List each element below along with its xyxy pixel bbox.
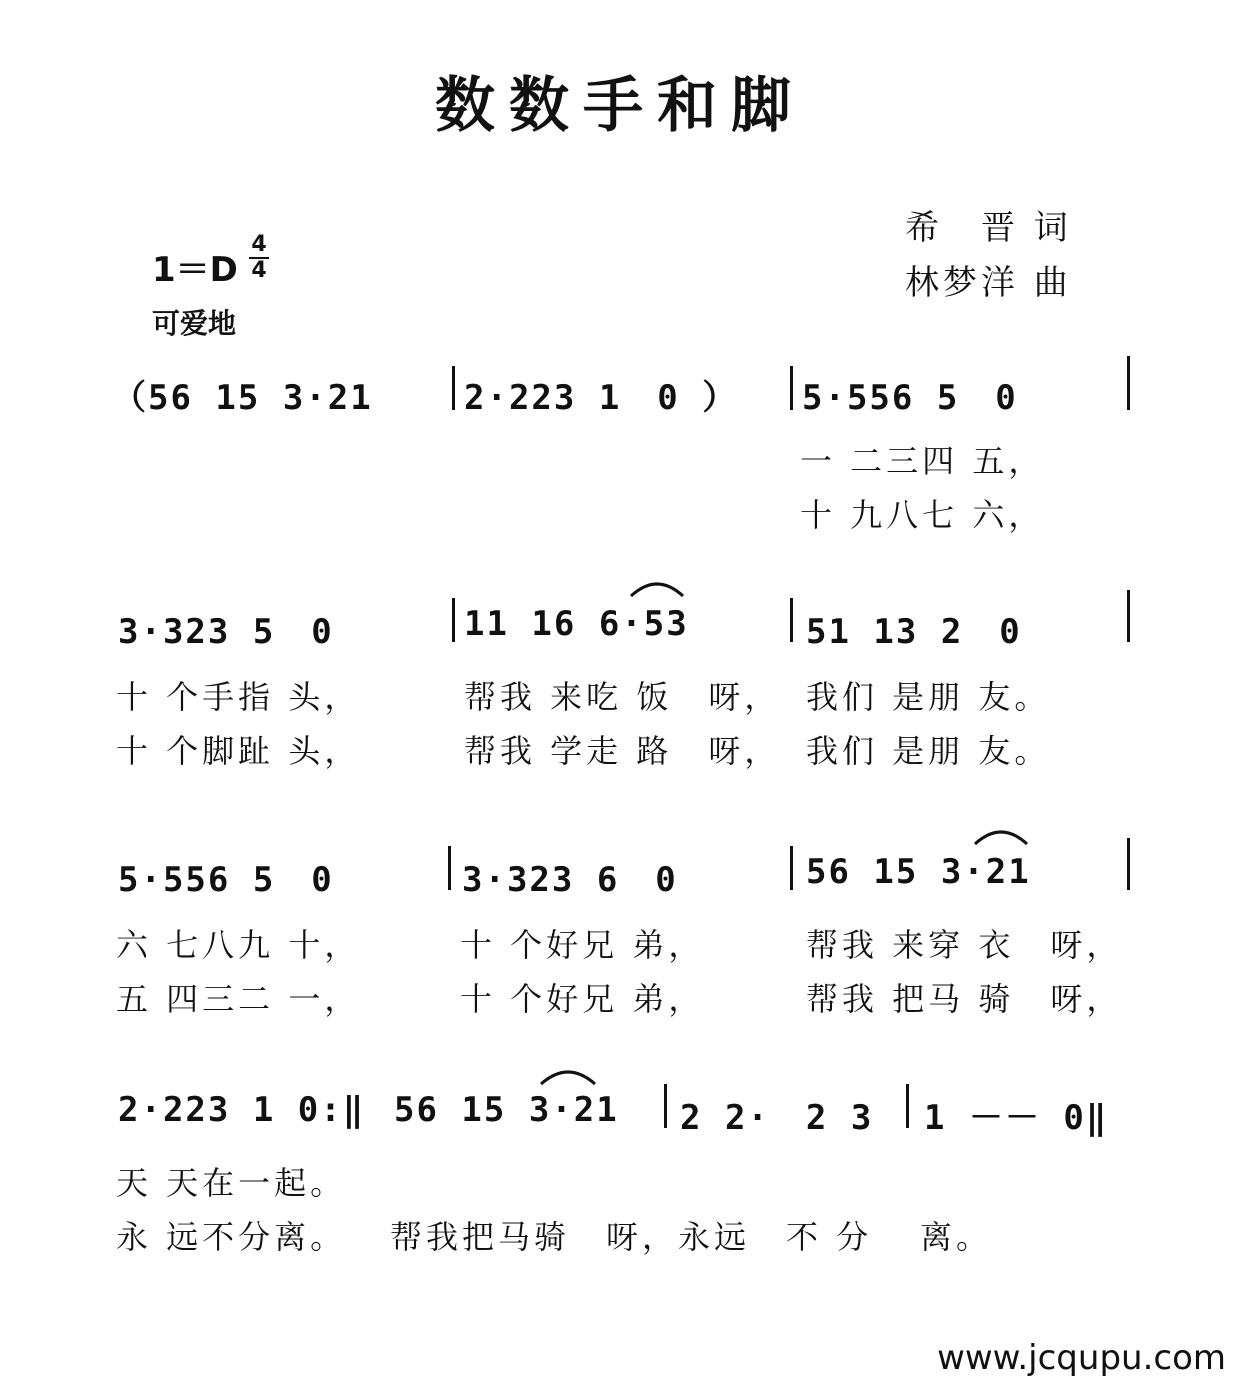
- lyric-line: 帮我 来吃 饭 呀，: [464, 678, 781, 716]
- watermark-text: www.jcqupu.com: [937, 1338, 1226, 1378]
- measure: 51 13 2 0: [806, 612, 1022, 652]
- time-signature-bottom: 4: [251, 258, 267, 283]
- lyric-line: 帮我 学走 路 呀，: [464, 732, 781, 770]
- measure: 5·556 5 0: [802, 378, 1018, 418]
- measure: 2·223 1 0 ）: [464, 378, 739, 418]
- measure: 1 －－ 0‖: [924, 1098, 1109, 1138]
- measure: 2·223 1 0:‖: [118, 1090, 366, 1130]
- lyric-line: 十 个脚趾 头，: [116, 732, 361, 770]
- barline: [790, 366, 793, 410]
- time-signature-top: 4: [251, 232, 267, 257]
- lyric-line: 帮我 来穿 衣 呀，: [806, 926, 1123, 964]
- barline: [1127, 356, 1130, 410]
- measure: 56 15 3·21: [394, 1090, 619, 1130]
- barline: [452, 598, 455, 642]
- lyric-line: 一 二三四 五，: [800, 442, 1045, 480]
- song-title: 数数手和脚: [435, 71, 805, 141]
- measure: （56 15 3·21: [112, 378, 373, 418]
- lyric-line: 天 天在一起。: [116, 1164, 347, 1202]
- barline: [452, 366, 455, 410]
- barline: [1127, 838, 1130, 890]
- barline: [906, 1084, 909, 1128]
- composer-credit: 林梦洋 曲: [905, 263, 1072, 303]
- measure: 56 15 3·21: [806, 852, 1031, 892]
- lyric-line: 十 个好兄 弟，: [460, 926, 705, 964]
- lyric-line: 永远 不 分: [678, 1218, 873, 1256]
- measure: 3·323 5 0: [118, 612, 334, 652]
- slur-mark: [972, 826, 1030, 846]
- slur-mark: [628, 578, 686, 598]
- lyric-line: 帮我 把马 骑 呀，: [806, 980, 1123, 1018]
- barline: [448, 846, 451, 890]
- slur-mark: [538, 1066, 598, 1086]
- barline: [1127, 590, 1130, 642]
- lyricist-credit: 希 晋 词: [905, 208, 1072, 248]
- lyric-line: 离。: [920, 1218, 993, 1256]
- lyric-line: 十 个好兄 弟，: [460, 980, 705, 1018]
- lyric-line: 十 个手指 头，: [116, 678, 361, 716]
- measure: 5·556 5 0: [118, 860, 334, 900]
- barline: [790, 598, 793, 642]
- lyric-line: 六 七八九 十，: [116, 926, 361, 964]
- lyric-line: 我们 是朋 友。: [806, 732, 1051, 770]
- lyric-line: 五 四三二 一，: [116, 980, 361, 1018]
- key-signature: 1＝D: [152, 250, 238, 290]
- measure: 3·323 6 0: [462, 860, 678, 900]
- measure: 11 16 6·53: [464, 604, 689, 644]
- lyric-line: 永 远不分离。: [116, 1218, 347, 1256]
- barline: [664, 1084, 667, 1128]
- lyric-line: 帮我把马骑 呀，: [390, 1218, 679, 1256]
- measure: 2 2· 2 3: [680, 1098, 874, 1138]
- barline: [790, 846, 793, 890]
- tempo-marking: 可爱地: [152, 307, 237, 340]
- lyric-line: 我们 是朋 友。: [806, 678, 1051, 716]
- lyric-line: 十 九八七 六，: [800, 496, 1045, 534]
- time-signature: [247, 234, 271, 282]
